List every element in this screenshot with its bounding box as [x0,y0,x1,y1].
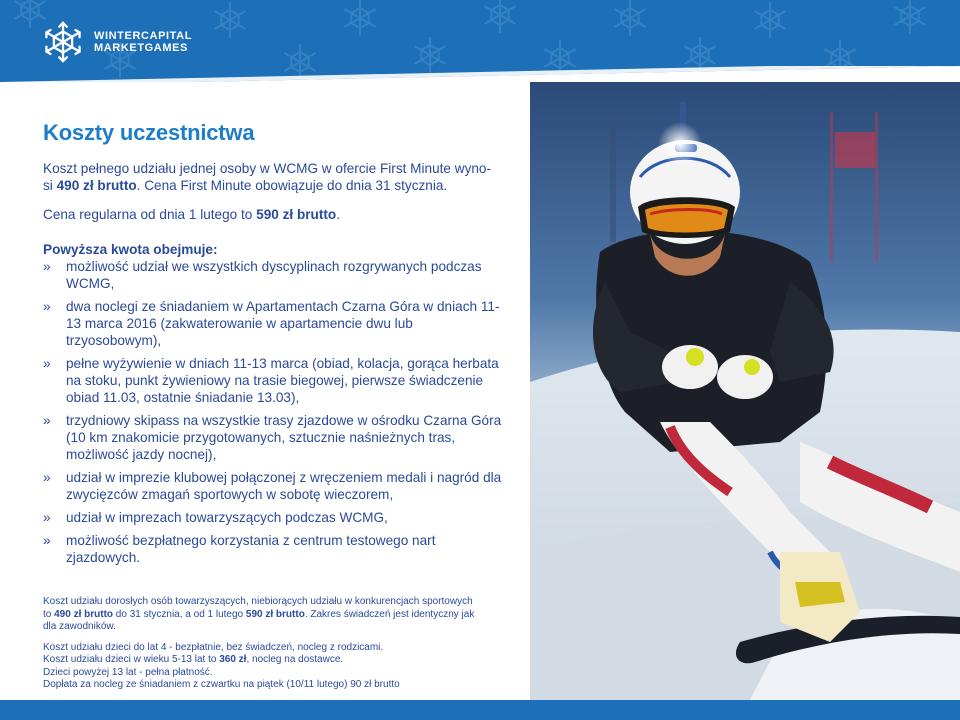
bullet-marker: » [43,533,51,548]
first-minute-deadline: . Cena First Minute obowiązuje do dnia 31 stycznia. [136,178,448,193]
list-item-text: trzydniowy skipass na wszystkie trasy zjazdowe w ośrodku Czarna Góra (10 km znakomicie przygotowanych, sztucznie naśnieżnych tras, możliwość jazdy nocnej), [66,413,502,462]
companions-price-regular: 590 zł brutto [245,608,305,620]
regular-price-period: . [336,207,340,222]
bullet-marker: » [43,259,51,274]
bullet-marker: » [43,356,51,371]
bullet-marker: » [43,299,51,314]
companions-price-first-minute: 490 zł brutto [54,608,114,620]
list-item-text: udział w imprezie klubowej połączonej z wręczeniem medali i nagród dla zwycięzców zmagań sportowych w sobotę wieczorem, [66,470,502,502]
list-item-text: pełne wyżywienie w dniach 11-13 marca (obiad, kolacja, gorąca herbata na stoku, punkt żywieniowy na trasie biegowej, pierwsze świadczenie obiad 11.03, ostatnie śniadanie 13.03), [66,356,499,405]
companions-text-post: . Zakres świadczeń jest identyczny jak [304,608,475,620]
list-item-text: udział w imprezach towarzyszących podczas WCMG, [66,510,388,525]
kids-5-13-text-post: , nocleg na dostawce. [246,654,344,665]
children-note [43,642,503,692]
list-item [43,532,503,566]
list-item-text: możliwość bezpłatnego korzystania z centrum testowego nart zjazdowych. [66,533,436,565]
list-item-text: możliwość udział we wszystkich dyscyplinach rozgrywanych podczas WCMG, [66,259,482,291]
kids-5-13-price: 360 zł [219,654,247,665]
snowflake-icon [40,19,86,65]
footer-bar [0,700,960,720]
includes-heading: Powyższa kwota obejmuje: [43,242,218,257]
pricing-content [43,160,503,572]
regular-price-paragraph [43,206,503,223]
kids-over-13: Dzieci powyżej 13 lat - pełna płatność. [43,666,213,678]
companions-text-mid: do 31 stycznia, a od 1 lutego [113,608,246,620]
kids-under-4: Koszt udziału dzieci do lat 4 - bezpłatnie, bez świadczeń, nocleg z rodzicami. [43,641,384,653]
skier-illustration [530,82,960,700]
first-minute-paragraph [43,160,503,194]
first-minute-line-1: Koszt pełnego udziału jednej osoby w WCMG w ofercie First Minute wyno- [43,161,492,176]
list-item [43,469,503,503]
bullet-marker: » [43,470,51,485]
first-minute-text: si [43,178,57,193]
regular-price: 590 zł brutto [256,207,337,222]
skier-photo [530,82,960,700]
extra-night-note: Dopłata za nocleg ze śniadaniem z czwartku na piątek (10/11 lutego) 90 zł brutto [43,679,400,690]
companions-line-1: Koszt udziału dorosłych osób towarzyszących, niebiorących udziału w konkurencjach sportowych [43,596,473,607]
brand-logo[interactable] [40,20,192,64]
companions-line-3: dla zawodników. [43,621,116,632]
pricing-notes [43,596,503,692]
first-minute-price: 490 zł brutto [56,178,137,193]
list-item [43,258,503,292]
bullet-marker: » [43,510,51,525]
list-item [43,298,503,349]
list-item [43,355,503,406]
page-title: Koszty uczestnictwa [43,120,255,145]
brand-line-1: WINTERCAPITAL [94,30,193,42]
includes-list [43,258,503,566]
list-item [43,509,503,526]
list-item-text: dwa noclegi ze śniadaniem w Apartamentach Czarna Góra w dniach 11-13 marca 2016 (zakwaterowanie w apartamencie dwu lub trzyosobowym), [66,299,500,348]
brand-line-2: MARKETGAMES [94,42,188,54]
brand-wordmark [94,30,192,54]
list-item [43,412,503,463]
bullet-marker: » [43,413,51,428]
companions-note [43,596,503,634]
regular-price-text: Cena regularna od dnia 1 lutego to [43,207,257,222]
companions-text: to [43,608,55,620]
kids-5-13-text: Koszt udziału dzieci w wieku 5-13 lat to [43,654,220,665]
